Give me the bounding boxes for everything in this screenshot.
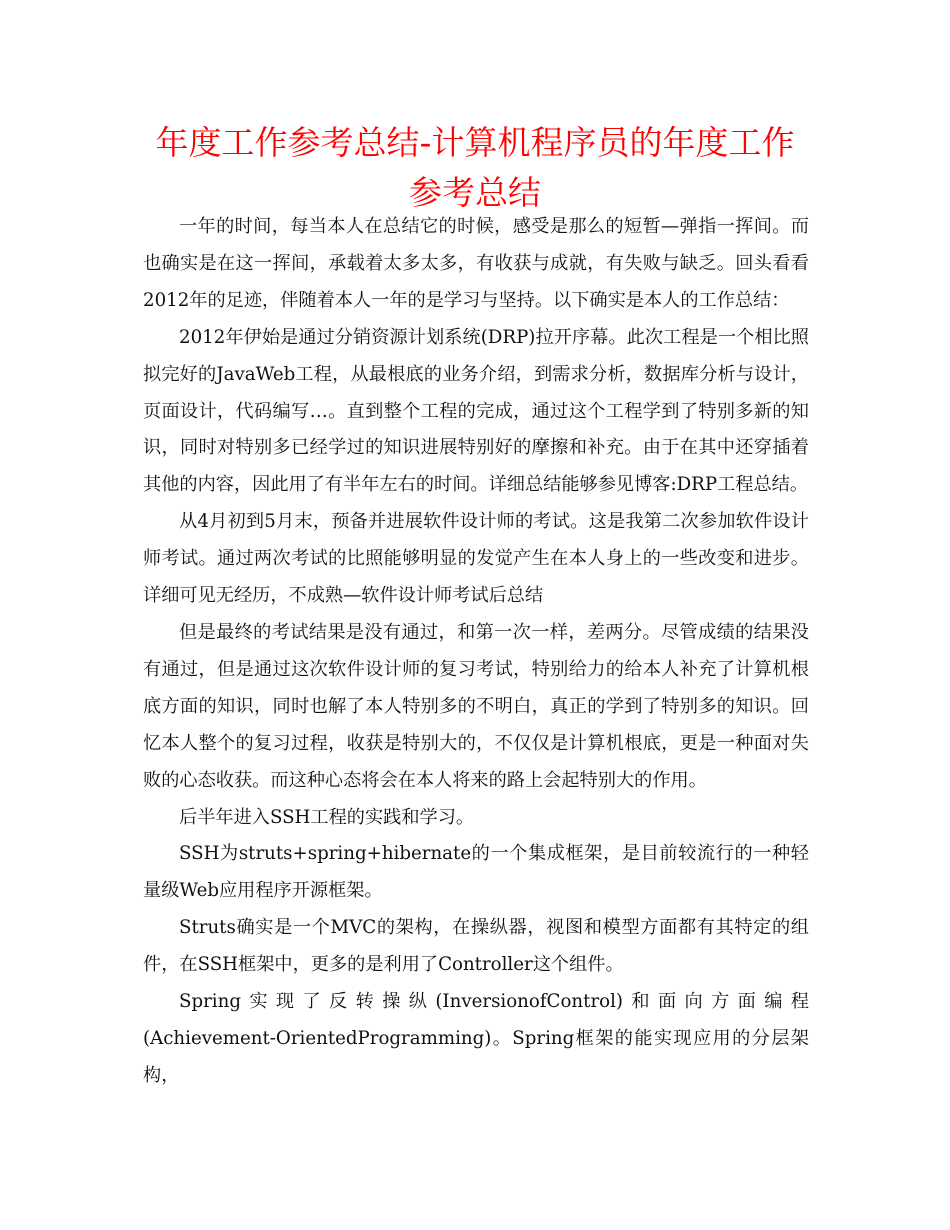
paragraph: Struts确实是一个MVC的架构，在操纵器，视图和模型方面都有其特定的组件，在SSH框架中，更多的是利用了Controller这个组件。 bbox=[143, 917, 809, 976]
paragraph: 一年的时间，每当本人在总结它的时候，感受是那么的短暂—弹指一挥间。而也确实是在这一挥间，承载着太多太多，有收获与成就，有失败与缺乏。回头看看2012年的足迹，伴随着本人一年的是学习与坚持。以下确实是本人的工作总结： bbox=[143, 216, 809, 311]
paragraph: Spring实现了反转操纵(InversionofControl)和面向方面编程(Achievement-OrientedProgramming)。Spring框架的能实现应用的分层架构， bbox=[143, 991, 809, 1086]
paragraph: 从4月初到5月末，预备并进展软件设计师的考试。这是我第二次参加软件设计师考试。通过两次考试的比照能够明显的发觉产生在本人身上的一些改变和进步。详细可见无经历，不成熟—软件设计师考试后总结 bbox=[143, 511, 809, 607]
document-body bbox=[143, 209, 809, 1095]
document-title: 年度工作参考总结-计算机程序员的年度工作参考总结 bbox=[155, 123, 795, 212]
paragraph: 后半年进入SSH工程的实践和学习。 bbox=[179, 806, 475, 828]
paragraph: 2012年伊始是通过分销资源计划系统(DRP)拉开序幕。此次工程是一个相比照拟完好的JavaWeb工程，从最根底的业务介绍，到需求分析，数据库分析与设计，页面设计，代码编写…。直到整个工程的完成，通过这个工程学到了特别多新的知识，同时对特别多已经学过的知识进展特别好的摩擦和补充。由于在其中还穿插着其他的内容，因此用了有半年左右的时间。详细总结能够参见博客:DRP工程总结。 bbox=[143, 326, 809, 496]
paragraph: 但是最终的考试结果是没有通过，和第一次一样，差两分。尽管成绩的结果没有通过，但是通过这次软件设计师的复习考试，特别给力的给本人补充了计算机根底方面的知识，同时也解了本人特别多的不明白，真正的学到了特别多的知识。回忆本人整个的复习过程，收获是特别大的，不仅仅是计算机根底，更是一种面对失败的心态收获。而这种心态将会在本人将来的路上会起特别大的作用。 bbox=[143, 621, 809, 791]
paragraph: SSH为struts+spring+hibernate的一个集成框架，是目前较流行的一种轻量级Web应用程序开源框架。 bbox=[143, 843, 809, 902]
